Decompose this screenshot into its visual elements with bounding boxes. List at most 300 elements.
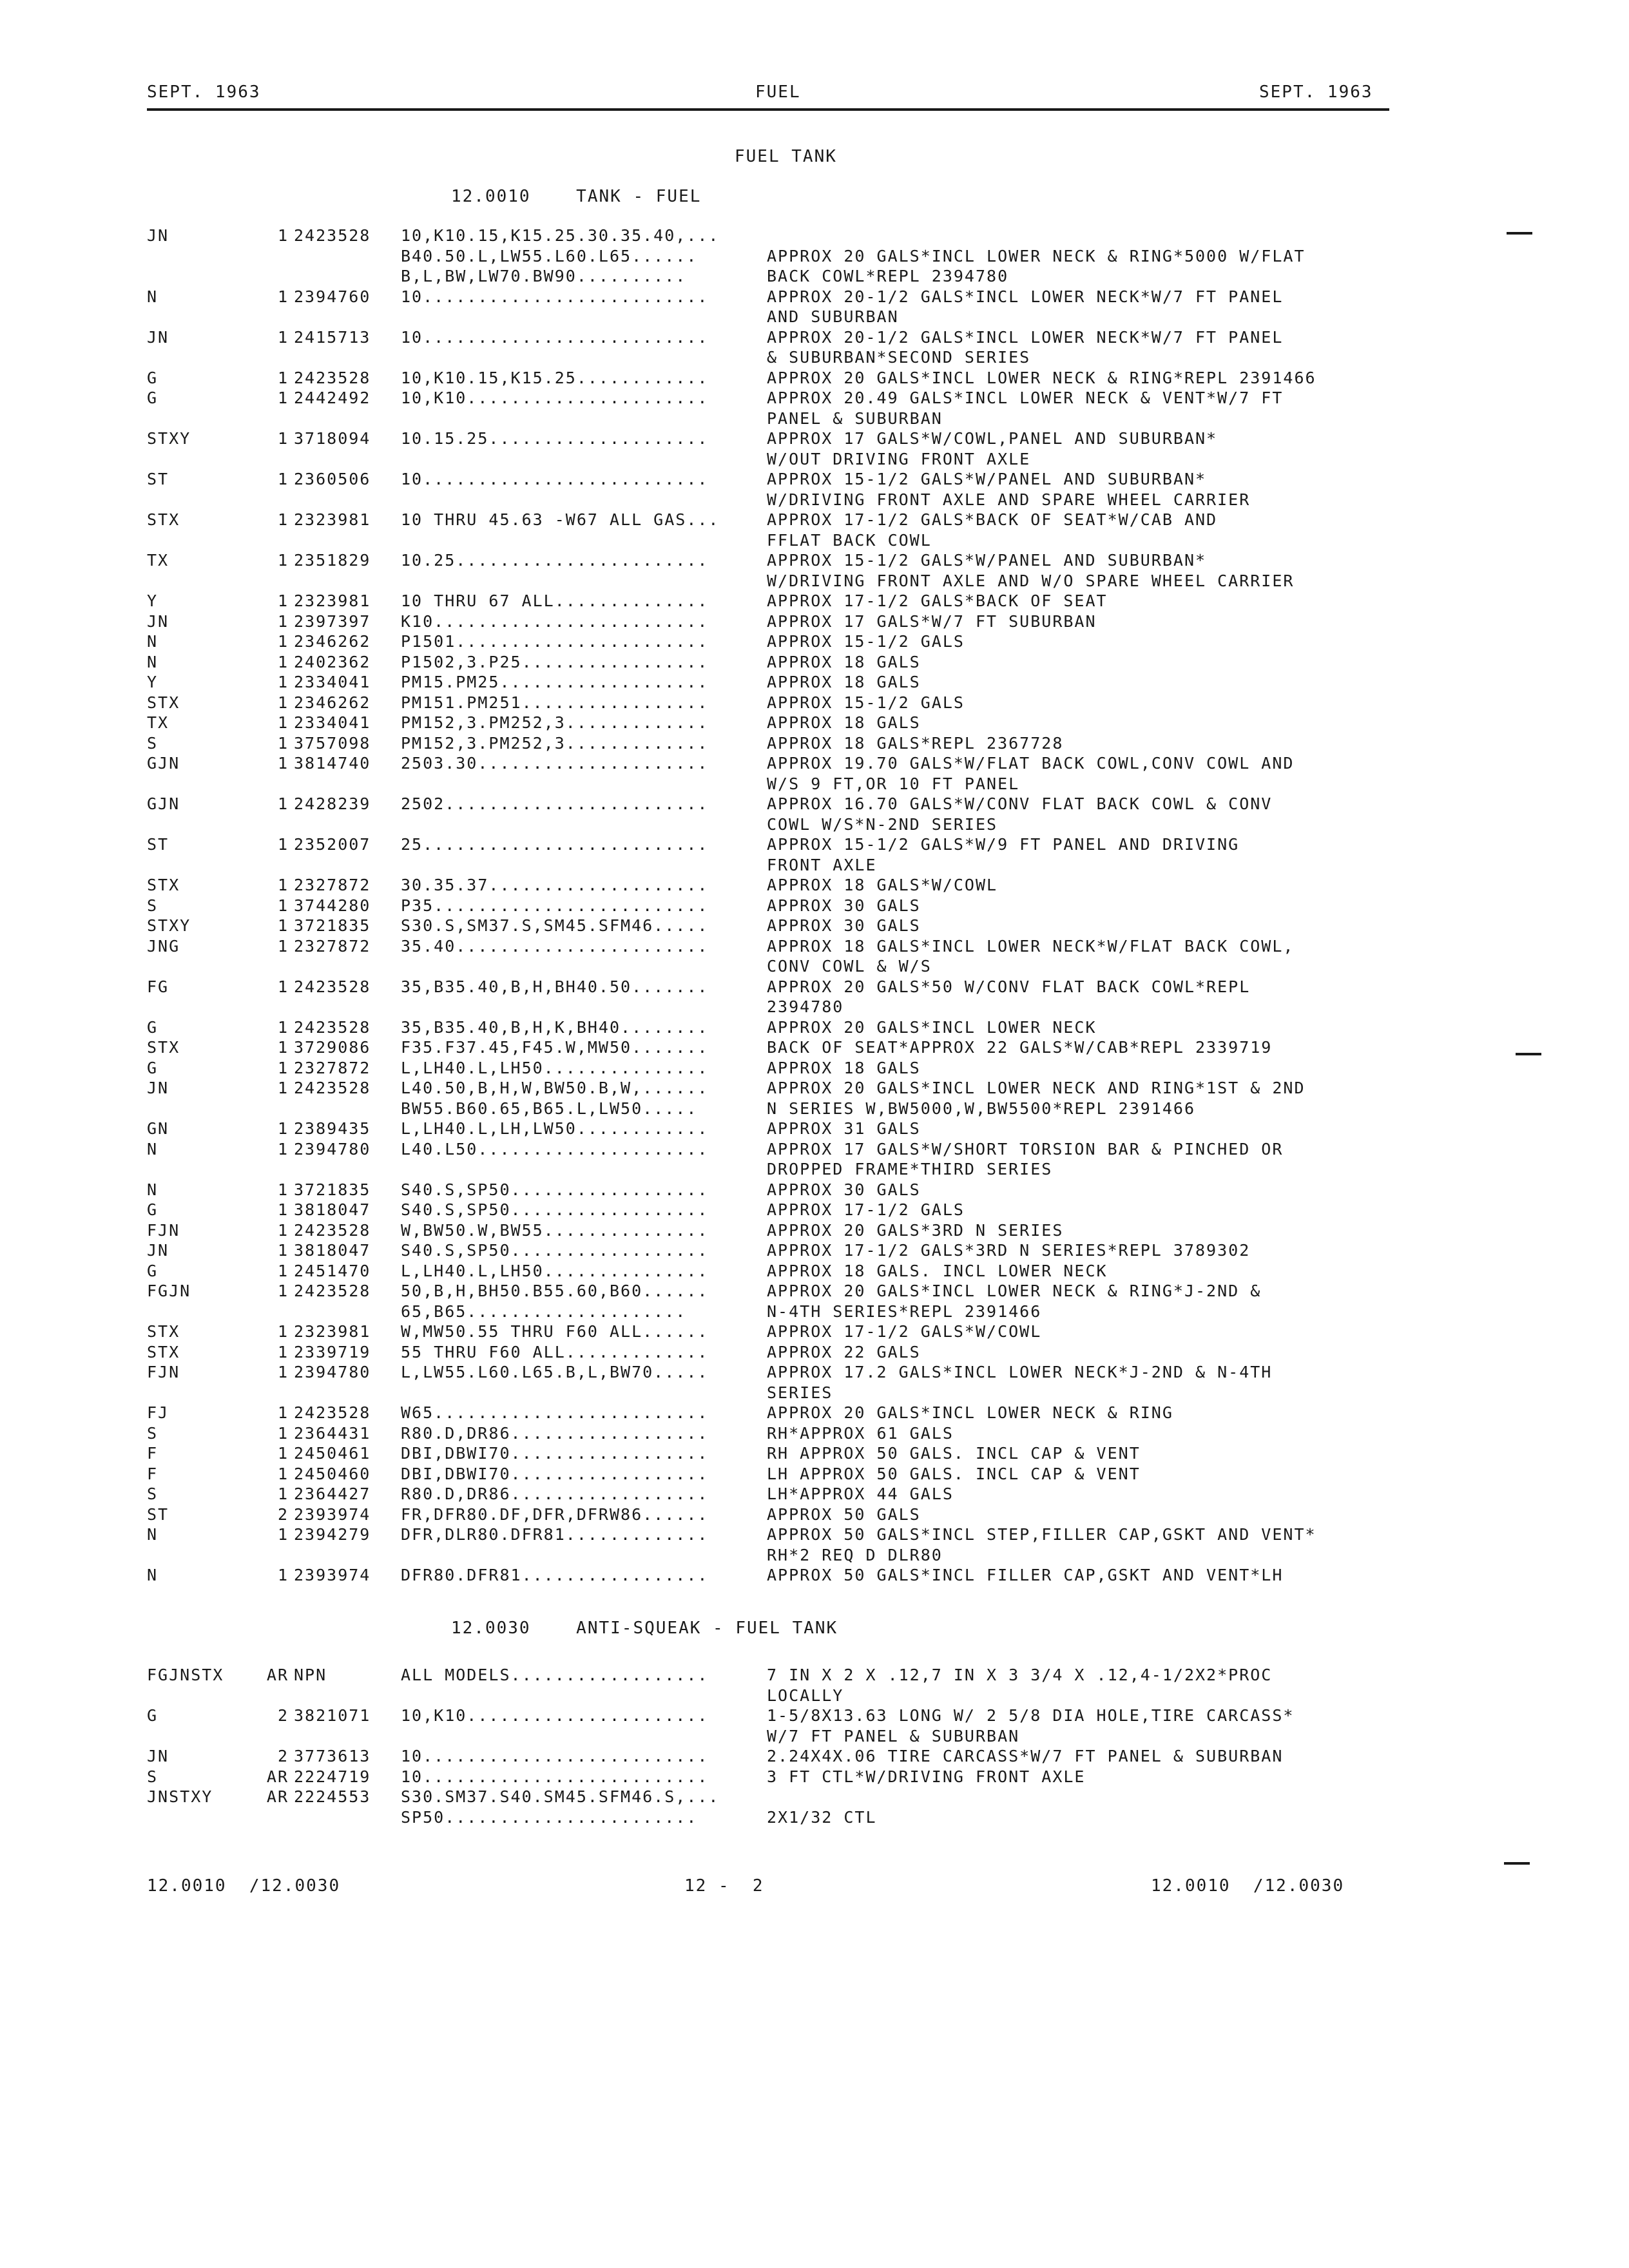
usage-code: G bbox=[147, 368, 159, 387]
part-number: 2428239 bbox=[294, 794, 371, 813]
part-number: 2394760 bbox=[294, 287, 371, 306]
part-number: 2323981 bbox=[294, 510, 371, 529]
usage-code: N bbox=[147, 1525, 159, 1544]
application-models: SP50....................... bbox=[401, 1807, 698, 1827]
usage-code: JN bbox=[147, 611, 169, 631]
quantity: 1 bbox=[277, 429, 289, 448]
part-number: 2442492 bbox=[294, 389, 371, 407]
part-number: 2334041 bbox=[294, 713, 371, 732]
description: W/OUT DRIVING FRONT AXLE bbox=[767, 449, 1031, 468]
application-models: L,LW55.L60.L65.B,L,BW70..... bbox=[401, 1363, 709, 1381]
application-models: P35......................... bbox=[401, 896, 709, 915]
description: CONV COWL & W/S bbox=[767, 957, 932, 975]
part-number: 3744280 bbox=[294, 896, 371, 915]
application-models: 10 THRU 67 ALL.............. bbox=[401, 591, 709, 610]
quantity: 1 bbox=[277, 470, 289, 488]
usage-code: ST bbox=[147, 470, 169, 488]
part-number: 2423528 bbox=[294, 226, 371, 245]
margin-mark bbox=[1516, 1053, 1541, 1055]
usage-code: ST bbox=[147, 1504, 169, 1524]
part-number: 2351829 bbox=[294, 551, 371, 570]
description: APPROX 20 GALS*INCL LOWER NECK & RING*J-2ND & bbox=[767, 1282, 1262, 1300]
application-models: S30.S,SM37.S,SM45.SFM46..... bbox=[401, 916, 709, 935]
footer-page-number: 12 - 2 bbox=[684, 1876, 764, 1896]
quantity: 1 bbox=[277, 1342, 289, 1361]
usage-code: STX bbox=[147, 693, 180, 712]
part-number: 2339719 bbox=[294, 1342, 371, 1361]
description: APPROX 20-1/2 GALS*INCL LOWER NECK*W/7 FT PANEL bbox=[767, 287, 1284, 306]
part-number: 2327872 bbox=[294, 936, 371, 956]
usage-code: N bbox=[147, 287, 159, 306]
description: APPROX 50 GALS*INCL FILLER CAP,GSKT AND VENT*LH bbox=[767, 1566, 1284, 1584]
description: BACK OF SEAT*APPROX 22 GALS*W/CAB*REPL 2339719 bbox=[767, 1038, 1273, 1057]
description: APPROX 20 GALS*INCL LOWER NECK bbox=[767, 1017, 1097, 1037]
description: 2.24X4X.06 TIRE CARCASS*W/7 FT PANEL & SUBURBAN bbox=[767, 1747, 1284, 1765]
description: APPROX 17 GALS*W/7 FT SUBURBAN bbox=[767, 611, 1097, 631]
description: APPROX 18 GALS bbox=[767, 652, 921, 671]
application-models: 10.25....................... bbox=[401, 551, 709, 570]
description: FFLAT BACK COWL bbox=[767, 530, 932, 550]
usage-code: JNSTXY bbox=[147, 1787, 213, 1806]
description: LOCALLY bbox=[767, 1686, 844, 1705]
part-number: 2423528 bbox=[294, 1017, 371, 1037]
description: N SERIES W,BW5000,W,BW5500*REPL 2391466 bbox=[767, 1099, 1195, 1118]
application-models: 2502........................ bbox=[401, 794, 709, 813]
description: APPROX 19.70 GALS*W/FLAT BACK COWL,CONV COWL AND bbox=[767, 754, 1295, 773]
quantity: 1 bbox=[277, 1119, 289, 1138]
application-models: 25.......................... bbox=[401, 835, 709, 854]
usage-code: FJN bbox=[147, 1220, 180, 1240]
part-number: 2224719 bbox=[294, 1767, 371, 1786]
header-section-title: FUEL bbox=[755, 82, 801, 102]
description: W/7 FT PANEL & SUBURBAN bbox=[767, 1726, 1020, 1745]
application-models: 2503.30..................... bbox=[401, 754, 709, 773]
quantity: AR bbox=[266, 1767, 289, 1786]
description: SERIES bbox=[767, 1383, 833, 1402]
quantity: 1 bbox=[277, 389, 289, 407]
quantity: 1 bbox=[277, 936, 289, 956]
part-number: 2423528 bbox=[294, 1220, 371, 1240]
quantity: 1 bbox=[277, 1444, 289, 1463]
application-models: W65......................... bbox=[401, 1403, 709, 1422]
quantity: 1 bbox=[277, 1423, 289, 1443]
application-models: 10.......................... bbox=[401, 287, 709, 306]
application-models: DFR,DLR80.DFR81............. bbox=[401, 1525, 709, 1544]
quantity: 1 bbox=[277, 226, 289, 245]
quantity: 1 bbox=[277, 1058, 289, 1077]
description: APPROX 16.70 GALS*W/CONV FLAT BACK COWL & CONV bbox=[767, 794, 1273, 813]
description: APPROX 18 GALS. INCL LOWER NECK bbox=[767, 1261, 1108, 1280]
part-number: 3814740 bbox=[294, 754, 371, 773]
usage-code: GJN bbox=[147, 754, 180, 773]
application-models: PM152,3.PM252,3............. bbox=[401, 733, 709, 753]
quantity: AR bbox=[266, 1787, 289, 1806]
section-title-tank-fuel: 12.0010 TANK - FUEL bbox=[451, 187, 702, 206]
application-models: W,MW50.55 THRU F60 ALL...... bbox=[401, 1322, 709, 1341]
description: RH*APPROX 61 GALS bbox=[767, 1423, 954, 1443]
part-number: 3818047 bbox=[294, 1241, 371, 1260]
application-models: 10,K10...................... bbox=[401, 389, 709, 407]
description: APPROX 20 GALS*3RD N SERIES bbox=[767, 1220, 1064, 1240]
application-models: DBI,DBWI70.................. bbox=[401, 1444, 709, 1463]
description: PANEL & SUBURBAN bbox=[767, 408, 943, 428]
description: APPROX 15-1/2 GALS bbox=[767, 632, 965, 651]
description: DROPPED FRAME*THIRD SERIES bbox=[767, 1160, 1053, 1178]
description: APPROX 18 GALS bbox=[767, 713, 921, 732]
description: RH APPROX 50 GALS. INCL CAP & VENT bbox=[767, 1444, 1141, 1463]
part-number: 3818047 bbox=[294, 1200, 371, 1219]
usage-code: TX bbox=[147, 713, 169, 732]
description: APPROX 17.2 GALS*INCL LOWER NECK*J-2ND & N-4TH bbox=[767, 1363, 1273, 1381]
application-models: 35,B35.40,B,H,BH40.50....... bbox=[401, 977, 709, 996]
quantity: 1 bbox=[277, 733, 289, 753]
quantity: 1 bbox=[277, 368, 289, 387]
usage-code: F bbox=[147, 1444, 159, 1463]
part-number: 2346262 bbox=[294, 632, 371, 651]
application-models: L,LH40.L,LH50............... bbox=[401, 1058, 709, 1077]
quantity: 1 bbox=[277, 1180, 289, 1199]
application-models: PM152,3.PM252,3............. bbox=[401, 713, 709, 732]
quantity: 1 bbox=[277, 1079, 289, 1097]
description: RH*2 REQ D DLR80 bbox=[767, 1545, 943, 1564]
part-number: 2450460 bbox=[294, 1464, 371, 1483]
application-models: 10.......................... bbox=[401, 327, 709, 347]
quantity: 1 bbox=[277, 1282, 289, 1300]
footer-left-range: 12.0010 /12.0030 bbox=[147, 1876, 341, 1896]
description: 3 FT CTL*W/DRIVING FRONT AXLE bbox=[767, 1767, 1086, 1786]
application-models: 10.......................... bbox=[401, 1767, 709, 1786]
description: APPROX 17-1/2 GALS*3RD N SERIES*REPL 3789302 bbox=[767, 1241, 1251, 1260]
description: APPROX 17 GALS*W/COWL,PANEL AND SUBURBAN* bbox=[767, 429, 1218, 448]
application-models: S40.S,SP50.................. bbox=[401, 1200, 709, 1219]
description: LH*APPROX 44 GALS bbox=[767, 1485, 954, 1503]
description: APPROX 18 GALS*W/COWL bbox=[767, 876, 998, 894]
quantity: 1 bbox=[277, 611, 289, 631]
usage-code: ST bbox=[147, 835, 169, 854]
part-number: 2346262 bbox=[294, 693, 371, 712]
part-number: 2327872 bbox=[294, 1058, 371, 1077]
description: COWL W/S*N-2ND SERIES bbox=[767, 814, 998, 834]
description: APPROX 15-1/2 GALS*W/PANEL AND SUBURBAN* bbox=[767, 470, 1207, 488]
application-models: F35.F37.45,F45.W,MW50....... bbox=[401, 1038, 709, 1057]
description: APPROX 18 GALS*REPL 2367728 bbox=[767, 733, 1064, 753]
quantity: 1 bbox=[277, 1322, 289, 1341]
quantity: AR bbox=[266, 1666, 289, 1684]
quantity: 1 bbox=[277, 287, 289, 306]
description: APPROX 15-1/2 GALS*W/9 FT PANEL AND DRIVING bbox=[767, 835, 1240, 854]
part-number: 2397397 bbox=[294, 611, 371, 631]
description: APPROX 17-1/2 GALS bbox=[767, 1200, 965, 1219]
application-models: R80.D,DR86.................. bbox=[401, 1423, 709, 1443]
description: APPROX 18 GALS bbox=[767, 1058, 921, 1077]
application-models: 10.15.25.................... bbox=[401, 429, 709, 448]
description: APPROX 50 GALS bbox=[767, 1504, 921, 1524]
margin-mark bbox=[1507, 232, 1532, 235]
description: W/S 9 FT,OR 10 FT PANEL bbox=[767, 774, 1020, 793]
usage-code: G bbox=[147, 1706, 159, 1725]
quantity: 1 bbox=[277, 1200, 289, 1219]
usage-code: N bbox=[147, 1180, 159, 1199]
part-number: 2352007 bbox=[294, 835, 371, 854]
description: APPROX 20 GALS*50 W/CONV FLAT BACK COWL*REPL bbox=[767, 977, 1251, 996]
description: APPROX 31 GALS bbox=[767, 1119, 921, 1138]
application-models: S40.S,SP50.................. bbox=[401, 1180, 709, 1199]
description: APPROX 50 GALS*INCL STEP,FILLER CAP,GSKT AND VENT* bbox=[767, 1525, 1316, 1544]
application-models: 10.......................... bbox=[401, 470, 709, 488]
usage-code: N bbox=[147, 652, 159, 671]
application-models: B,L,BW,LW70.BW90.......... bbox=[401, 267, 687, 285]
description: APPROX 18 GALS*INCL LOWER NECK*W/FLAT BACK COWL, bbox=[767, 936, 1295, 956]
application-models: K10......................... bbox=[401, 611, 709, 631]
part-number: 2394279 bbox=[294, 1525, 371, 1544]
usage-code: N bbox=[147, 632, 159, 651]
description: APPROX 17-1/2 GALS*BACK OF SEAT bbox=[767, 591, 1108, 610]
description: & SUBURBAN*SECOND SERIES bbox=[767, 348, 1031, 367]
application-models: 10,K10.15,K15.25.30.35.40,... bbox=[401, 226, 720, 245]
footer-right-range: 12.0010 /12.0030 bbox=[1151, 1876, 1345, 1896]
usage-code: STX bbox=[147, 510, 180, 529]
quantity: 1 bbox=[277, 551, 289, 570]
quantity: 1 bbox=[277, 1017, 289, 1037]
usage-code: TX bbox=[147, 551, 169, 570]
usage-code: JN bbox=[147, 1747, 169, 1765]
description: APPROX 20 GALS*INCL LOWER NECK AND RING*1ST & 2ND bbox=[767, 1079, 1306, 1097]
usage-code: G bbox=[147, 1058, 159, 1077]
margin-mark bbox=[1504, 1862, 1530, 1865]
description: APPROX 20 GALS*INCL LOWER NECK & RING bbox=[767, 1403, 1173, 1422]
part-number: 2323981 bbox=[294, 591, 371, 610]
usage-code: JN bbox=[147, 327, 169, 347]
usage-code: Y bbox=[147, 673, 159, 691]
usage-code: FJN bbox=[147, 1363, 180, 1381]
application-models: 10,K10...................... bbox=[401, 1706, 709, 1725]
description: FRONT AXLE bbox=[767, 855, 877, 874]
part-number: 2327872 bbox=[294, 876, 371, 894]
header-right-date: SEPT. 1963 bbox=[1259, 82, 1373, 102]
usage-code: G bbox=[147, 1261, 159, 1280]
application-models: PM151.PM251................. bbox=[401, 693, 709, 712]
header-rule bbox=[147, 108, 1389, 111]
quantity: 1 bbox=[277, 1038, 289, 1057]
usage-code: S bbox=[147, 1767, 159, 1786]
usage-code: STXY bbox=[147, 429, 191, 448]
description: LH APPROX 50 GALS. INCL CAP & VENT bbox=[767, 1464, 1141, 1483]
page-title: FUEL TANK bbox=[735, 147, 837, 166]
description: APPROX 17 GALS*W/SHORT TORSION BAR & PINCHED OR bbox=[767, 1139, 1284, 1158]
usage-code: STX bbox=[147, 1038, 180, 1057]
application-models: FR,DFR80.DF,DFR,DFRW86...... bbox=[401, 1504, 709, 1524]
usage-code: JN bbox=[147, 226, 169, 245]
usage-code: JN bbox=[147, 1241, 169, 1260]
quantity: 2 bbox=[277, 1747, 289, 1765]
quantity: 1 bbox=[277, 327, 289, 347]
usage-code: N bbox=[147, 1566, 159, 1584]
usage-code: FJ bbox=[147, 1403, 169, 1422]
application-models: PM15.PM25................... bbox=[401, 673, 709, 691]
quantity: 1 bbox=[277, 510, 289, 529]
usage-code: STX bbox=[147, 876, 180, 894]
quantity: 1 bbox=[277, 1363, 289, 1381]
application-models: S40.S,SP50.................. bbox=[401, 1241, 709, 1260]
application-models: P1502,3.P25................. bbox=[401, 652, 709, 671]
usage-code: S bbox=[147, 1423, 159, 1443]
part-number: 3757098 bbox=[294, 733, 371, 753]
description: APPROX 15-1/2 GALS*W/PANEL AND SUBURBAN* bbox=[767, 551, 1207, 570]
description: 2394780 bbox=[767, 997, 844, 1016]
usage-code: FGJNSTX bbox=[147, 1666, 224, 1684]
description: BACK COWL*REPL 2394780 bbox=[767, 267, 1009, 285]
part-number: 2450461 bbox=[294, 1444, 371, 1463]
quantity: 1 bbox=[277, 1403, 289, 1422]
application-models: P1501....................... bbox=[401, 632, 709, 651]
part-number: 2334041 bbox=[294, 673, 371, 691]
quantity: 1 bbox=[277, 1220, 289, 1240]
part-number: 2423528 bbox=[294, 368, 371, 387]
description: APPROX 20 GALS*INCL LOWER NECK & RING*5000 W/FLAT bbox=[767, 246, 1306, 265]
quantity: 1 bbox=[277, 896, 289, 915]
description: 1-5/8X13.63 LONG W/ 2 5/8 DIA HOLE,TIRE CARCASS* bbox=[767, 1706, 1295, 1725]
application-models: 55 THRU F60 ALL............. bbox=[401, 1342, 709, 1361]
quantity: 1 bbox=[277, 652, 289, 671]
usage-code: S bbox=[147, 733, 159, 753]
part-number: 2423528 bbox=[294, 1403, 371, 1422]
quantity: 1 bbox=[277, 1139, 289, 1158]
application-models: L,LH40.L,LH50............... bbox=[401, 1261, 709, 1280]
application-models: L,LH40.L,LH,LW50............ bbox=[401, 1119, 709, 1138]
part-number: 2323981 bbox=[294, 1322, 371, 1341]
quantity: 2 bbox=[277, 1706, 289, 1725]
usage-code: G bbox=[147, 1017, 159, 1037]
part-number: 2423528 bbox=[294, 1282, 371, 1300]
quantity: 1 bbox=[277, 794, 289, 813]
part-number: 2224553 bbox=[294, 1787, 371, 1806]
part-number: 2423528 bbox=[294, 977, 371, 996]
usage-code: S bbox=[147, 896, 159, 915]
description: APPROX 17-1/2 GALS*W/COWL bbox=[767, 1322, 1042, 1341]
application-models: 50,B,H,BH50.B55.60,B60...... bbox=[401, 1282, 709, 1300]
section-title-anti-squeak: 12.0030 ANTI-SQUEAK - FUEL TANK bbox=[451, 1619, 838, 1638]
quantity: 1 bbox=[277, 1241, 289, 1260]
part-number: 2451470 bbox=[294, 1261, 371, 1280]
quantity: 1 bbox=[277, 754, 289, 773]
part-number: 2364427 bbox=[294, 1485, 371, 1503]
description: AND SUBURBAN bbox=[767, 307, 899, 326]
part-number: 3721835 bbox=[294, 916, 371, 935]
application-models: 30.35.37.................... bbox=[401, 876, 709, 894]
description: W/DRIVING FRONT AXLE AND SPARE WHEEL CARRIER bbox=[767, 490, 1251, 509]
description: APPROX 20 GALS*INCL LOWER NECK & RING*REPL 2391466 bbox=[767, 368, 1316, 387]
usage-code: GJN bbox=[147, 794, 180, 813]
part-number: 2393974 bbox=[294, 1504, 371, 1524]
usage-code: Y bbox=[147, 591, 159, 610]
description: APPROX 18 GALS bbox=[767, 673, 921, 691]
application-models: BW55.B60.65,B65.L,LW50..... bbox=[401, 1099, 698, 1118]
usage-code: STX bbox=[147, 1322, 180, 1341]
usage-code: N bbox=[147, 1139, 159, 1158]
part-number: 3729086 bbox=[294, 1038, 371, 1057]
application-models: 65,B65.................... bbox=[401, 1302, 687, 1321]
description: 2X1/32 CTL bbox=[767, 1807, 877, 1827]
quantity: 1 bbox=[277, 876, 289, 894]
description: 7 IN X 2 X .12,7 IN X 3 3/4 X .12,4-1/2X2*PROC bbox=[767, 1666, 1273, 1684]
quantity: 1 bbox=[277, 693, 289, 712]
quantity: 1 bbox=[277, 673, 289, 691]
quantity: 1 bbox=[277, 591, 289, 610]
header-left-date: SEPT. 1963 bbox=[147, 82, 261, 102]
part-number: 2394780 bbox=[294, 1363, 371, 1381]
part-number: 3721835 bbox=[294, 1180, 371, 1199]
part-number: 3773613 bbox=[294, 1747, 371, 1765]
application-models: W,BW50.W,BW55............... bbox=[401, 1220, 709, 1240]
usage-code: S bbox=[147, 1485, 159, 1503]
application-models: 10,K10.15,K15.25............ bbox=[401, 368, 709, 387]
usage-code: FG bbox=[147, 977, 169, 996]
usage-code: G bbox=[147, 389, 159, 407]
part-number: 2402362 bbox=[294, 652, 371, 671]
quantity: 1 bbox=[277, 1261, 289, 1280]
part-number: 2364431 bbox=[294, 1423, 371, 1443]
usage-code: STXY bbox=[147, 916, 191, 935]
quantity: 1 bbox=[277, 1464, 289, 1483]
part-number: 2393974 bbox=[294, 1566, 371, 1584]
usage-code: JNG bbox=[147, 936, 180, 956]
description: W/DRIVING FRONT AXLE AND W/O SPARE WHEEL CARRIER bbox=[767, 571, 1295, 590]
application-models: L40.L50..................... bbox=[401, 1139, 709, 1158]
quantity: 1 bbox=[277, 1566, 289, 1584]
application-models: 35.40....................... bbox=[401, 936, 709, 956]
usage-code: JN bbox=[147, 1079, 169, 1097]
part-number: NPN bbox=[294, 1666, 327, 1684]
description: APPROX 30 GALS bbox=[767, 1180, 921, 1199]
part-number: 2360506 bbox=[294, 470, 371, 488]
application-models: ALL MODELS.................. bbox=[401, 1666, 709, 1684]
description: N-4TH SERIES*REPL 2391466 bbox=[767, 1302, 1042, 1321]
description: APPROX 20-1/2 GALS*INCL LOWER NECK*W/7 FT PANEL bbox=[767, 327, 1284, 347]
application-models: R80.D,DR86.................. bbox=[401, 1485, 709, 1503]
usage-code: STX bbox=[147, 1342, 180, 1361]
part-number: 2394780 bbox=[294, 1139, 371, 1158]
quantity: 1 bbox=[277, 977, 289, 996]
part-number: 2423528 bbox=[294, 1079, 371, 1097]
usage-code: G bbox=[147, 1200, 159, 1219]
quantity: 1 bbox=[277, 835, 289, 854]
application-models: 10 THRU 45.63 -W67 ALL GAS... bbox=[401, 510, 720, 529]
description: APPROX 22 GALS bbox=[767, 1342, 921, 1361]
quantity: 2 bbox=[277, 1504, 289, 1524]
application-models: DBI,DBWI70.................. bbox=[401, 1464, 709, 1483]
quantity: 1 bbox=[277, 632, 289, 651]
description: APPROX 20.49 GALS*INCL LOWER NECK & VENT*W/7 FT bbox=[767, 389, 1284, 407]
part-number: 2415713 bbox=[294, 327, 371, 347]
application-models: DFR80.DFR81................. bbox=[401, 1566, 709, 1584]
quantity: 1 bbox=[277, 713, 289, 732]
description: APPROX 17-1/2 GALS*BACK OF SEAT*W/CAB AND bbox=[767, 510, 1218, 529]
description: APPROX 30 GALS bbox=[767, 896, 921, 915]
description: APPROX 30 GALS bbox=[767, 916, 921, 935]
quantity: 1 bbox=[277, 1525, 289, 1544]
application-models: 35,B35.40,B,H,K,BH40........ bbox=[401, 1017, 709, 1037]
usage-code: FGJN bbox=[147, 1282, 191, 1300]
usage-code: F bbox=[147, 1464, 159, 1483]
part-number: 2389435 bbox=[294, 1119, 371, 1138]
part-number: 3821071 bbox=[294, 1706, 371, 1725]
description: APPROX 15-1/2 GALS bbox=[767, 693, 965, 712]
application-models: L40.50,B,H,W,BW50.B,W,...... bbox=[401, 1079, 709, 1097]
part-number: 3718094 bbox=[294, 429, 371, 448]
quantity: 1 bbox=[277, 1485, 289, 1503]
usage-code: GN bbox=[147, 1119, 169, 1138]
quantity: 1 bbox=[277, 916, 289, 935]
